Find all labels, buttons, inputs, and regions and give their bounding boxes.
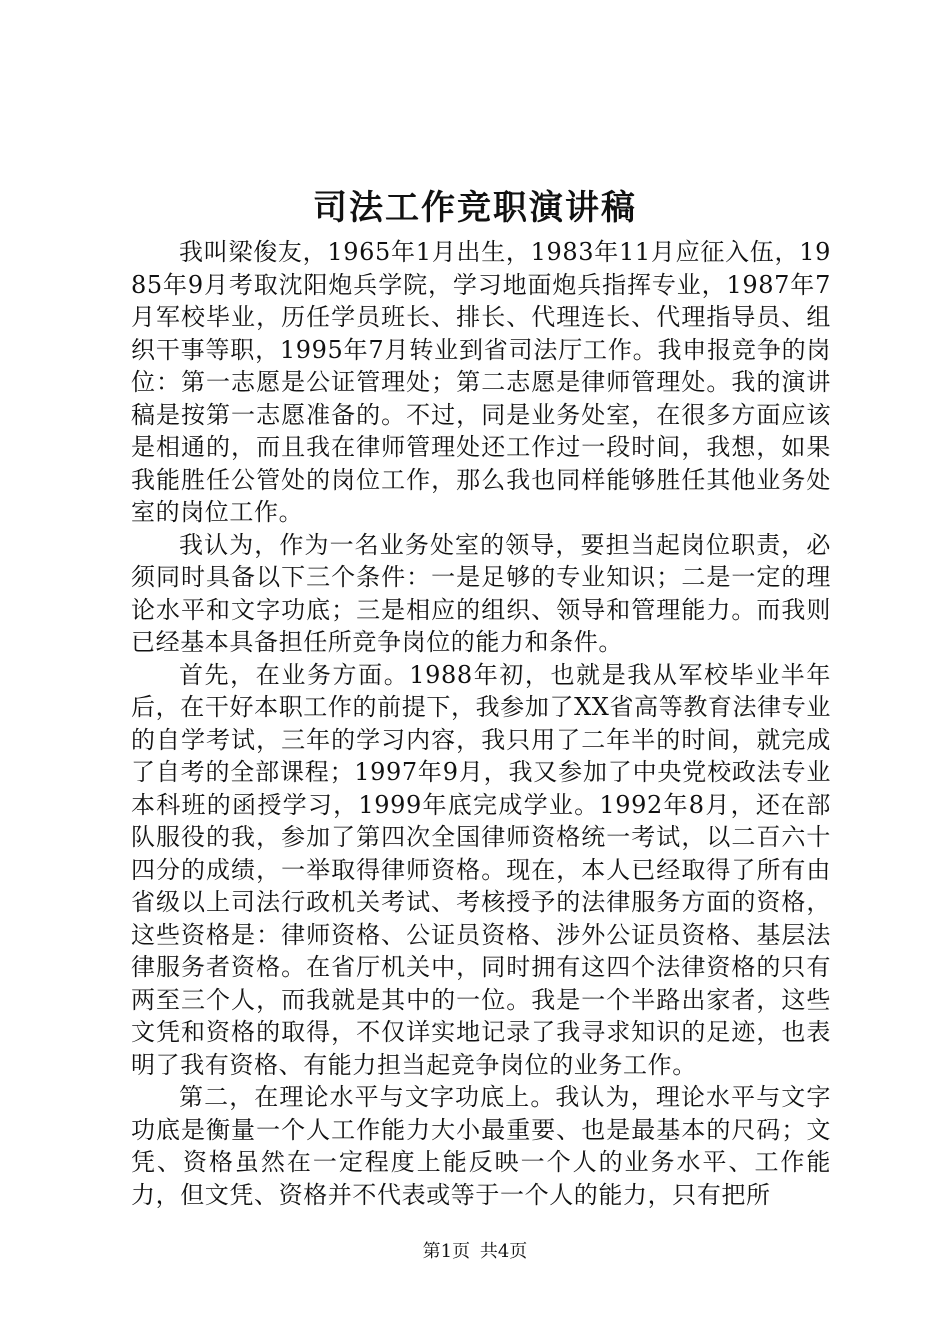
document-title: 司法工作竞职演讲稿 (313, 188, 637, 228)
page-footer (0, 1240, 950, 1264)
paragraph-1: 我叫梁俊友，1965年1月出生，1983年11月应征入伍，1985年9月考取沈阳炮兵学院，学习地面炮兵指挥专业，1987年7月军校毕业，历任学员班长、排长、代理连长、代理指导员、组织干事等职，1995年7月转业到省司法厅工作。我申报竞争的岗位：第一志愿是公证管理处；第二志愿是律师管理处。我的演讲稿是按第一志愿准备的。不过，同是业务处室，在很多方面应该是相通的，而且我在律师管理处还工作过一段时间，我想，如果我能胜任公管处的岗位工作，那么我也同样能够胜任其他业务处室的岗位工作。 (131, 238, 831, 526)
document-body (131, 236, 831, 1211)
paragraph-2: 我认为，作为一名业务处室的领导，要担当起岗位职责，必须同时具备以下三个条件：一是足够的专业知识；二是一定的理论水平和文字功底；三是相应的组织、领导和管理能力。而我则已经基本具备担任所竞争岗位的能力和条件。 (131, 530, 831, 656)
paragraph-3: 首先，在业务方面。1988年初，也就是我从军校毕业半年后，在干好本职工作的前提下，我参加了XX省高等教育法律专业的自学考试，三年的学习内容，我只用了二年半的时间，就完成了自考的全部课程；1997年9月，我又参加了中央党校政法专业本科班的函授学习，1999年底完成学业。1992年8月，还在部队服役的我，参加了第四次全国律师资格统一考试，以二百六十四分的成绩，一举取得律师资格。现在，本人已经取得了所有由省级以上司法行政机关考试、考核授予的法律服务方面的资格，这些资格是：律师资格、公证员资格、涉外公证员资格、基层法律服务者资格。在省厅机关中，同时拥有这四个法律资格的只有两至三个人，而我就是其中的一位。我是一个半路出家者，这些文凭和资格的取得，不仅详实地记录了我寻求知识的足迹，也表明了我有资格、有能力担当起竞争岗位的业务工作。 (131, 660, 831, 1079)
paragraph-4: 第二，在理论水平与文字功底上。我认为，理论水平与文字功底是衡量一个人工作能力大小最重要、也是最基本的尺码；文凭、资格虽然在一定程度上能反映一个人的业务水平、工作能力，但文凭、资格并不代表或等于一个人的能力，只有把所 (131, 1083, 831, 1209)
page-number: 第1页 (422, 1241, 471, 1262)
page-total: 共4页 (479, 1241, 528, 1262)
